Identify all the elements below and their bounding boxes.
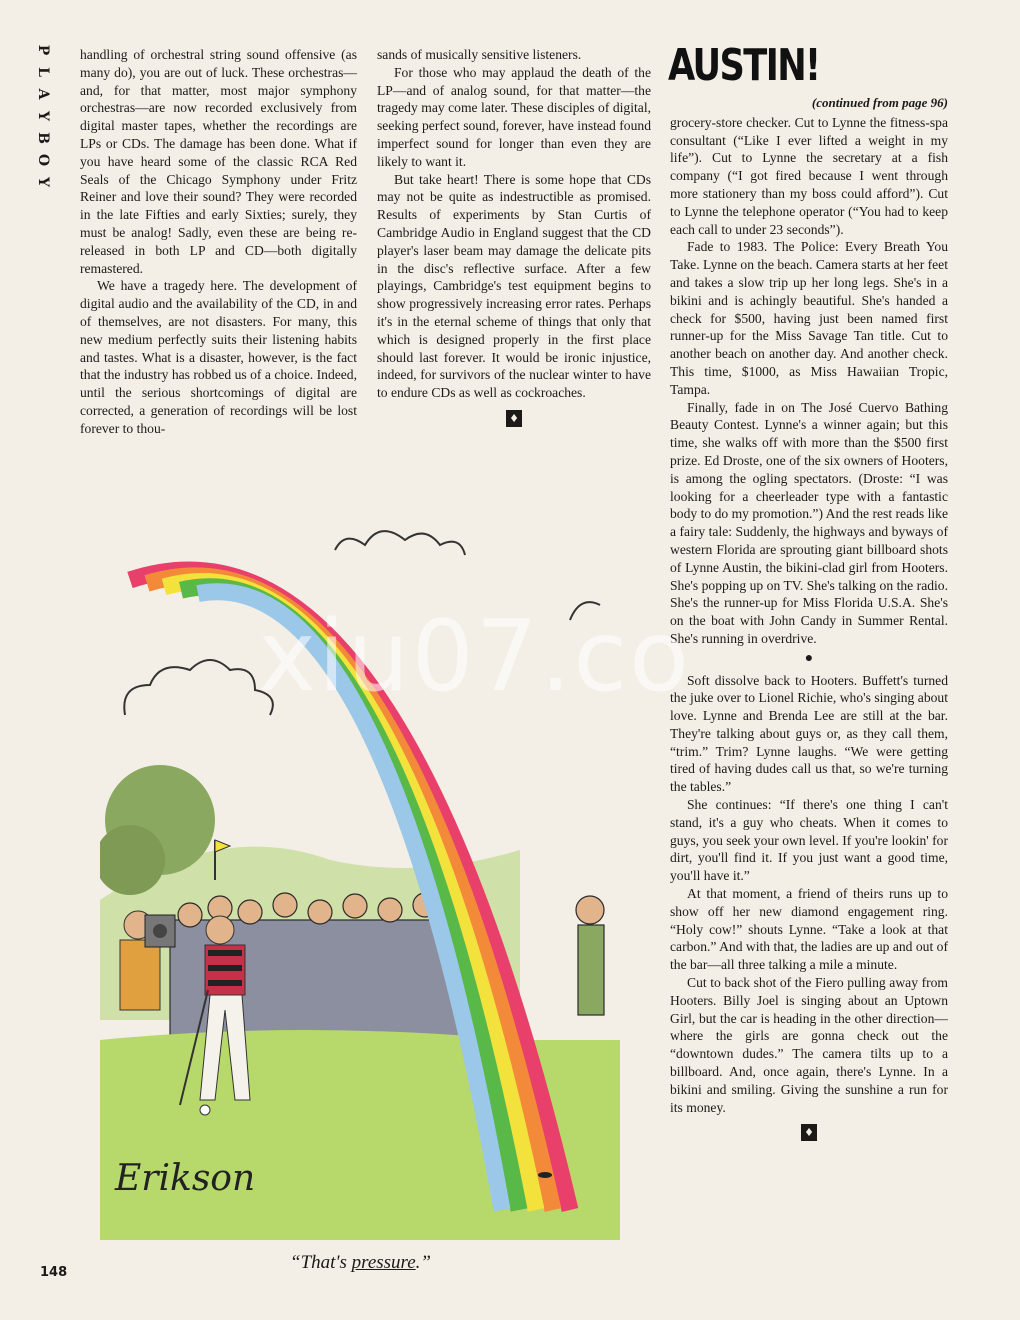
continued-note: (continued from page 96) [811, 95, 948, 110]
golf-ball-icon [200, 1105, 210, 1115]
masthead-letter: P [35, 44, 51, 58]
page-number: 148 [40, 1265, 68, 1280]
cartoon-caption [290, 1252, 431, 1274]
end-mark-icon: ♦ [506, 410, 522, 427]
col3-paragraph: Cut to back shot of the Fiero pulling away from Hooters. Billy Joel is singing about an Uptown Girl, but the car is heading in the other direction—where the girls are gonna check out the “downtown dudes.” The camera tilts up to a billboard. And, once again, there's Lynne. In a bikini and smiling. Giving the sunshine a run for its money. [670, 975, 948, 1115]
col3-paragraph: grocery-store checker. Cut to Lynne the fitness-spa consultant (“Like I ever lifted a weight in my life”). Cut to Lynne the secretary at a fish company (“I got fired because I went through more stationery than my boss could afford”). Cut to Lynne the telephone operator (“You had to keep each call to under 23 seconds”). [670, 114, 948, 237]
watermark: xiu07.co [258, 600, 692, 714]
col2-paragraph: For those who may applaud the death of the LP—and of analog sound, for that matter—the tragedy may come later. These disciples of digital, seeking perfect sound, forever, have instead found imperfect sound for longer than even they are likely to want it. [377, 64, 651, 169]
col3-paragraph: Fade to 1983. The Police: Every Breath You Take. Lynne on the beach. Camera starts at her feet and takes a slow trip up her long legs. She's in a bikini and is achingly beautiful. She's handed a check for $500, having just been named first runner-up for the Miss Savage Tan title. Cut to another beach on another day. And another check. This time, $1000, as Miss Hawaiian Tropic, Tampa. [670, 239, 948, 397]
hole [538, 1172, 552, 1178]
col3-paragraph: Finally, fade in on The José Cuervo Bathing Beauty Contest. Lynne's a winner again; but this time, she walks off with more than the $500 first prize. Ed Droste, one of the six owners of Hooters, is among the ogling spectators. (Droste: “I was looking for a cheerleader type with a fantastic body to do my promotion.”) And the rest reads like a fairy tale: Suddenly, the highways and byways of western Florida are sprouting giant billboard shots of Lynne Austin, the bikini-clad girl from Hooters. She's popping up on TV. She's talking on the radio. She's the runner-up for Miss Florida U.S.A. She's on the boat with John Candy in Summer Rental. She's running in overdrive. [670, 399, 948, 646]
masthead-vertical [28, 40, 58, 194]
masthead-letter: B [35, 132, 51, 146]
section-bullet: ● [804, 650, 814, 666]
end-mark-icon: ♦ [801, 1124, 817, 1141]
column-3 [670, 94, 948, 1141]
col1-paragraph: handling of orchestral string sound offensive (as many do), you are out of luck. These orchestras—and, for that matter, most major symphony orchestras—are now recorded exclusively from digital master tapes, whether the recordings are LPs or CDs. The damage has been done. What if you have heard some of the classic RCA Red Seals of the Chicago Symphony under Fritz Reiner and love their sound? They were recorded in the late Fifties and early Sixties; surely, they must be analog! Sadly, even these are being re-released in both LP and CD—both digitally remastered. [80, 47, 357, 276]
cartoon-illustration [100, 520, 620, 1240]
col3-paragraph: At that moment, a friend of theirs runs up to show off her new diamond engagement ring. “Holy cow!” shouts Lynne. “Take a look at that carbon.” And with that, the ladies are up and out of the bar—all three talking a mile a minute. [670, 886, 948, 973]
col2-paragraph: But take heart! There is some hope that CDs may not be quite as indestructible as promised. Results of experiments by Stan Curtis of Cambridge Audio in England suggest that the CD player's laser beam may damage the delicate pits in the disc's reflective surface. After a few playings, Cambridge's test equipment begins to show progressively increasing error rates. Perhaps it's in the eternal scheme of things that only that which is designed properly in the first place should last forever. It would be ironic injustice, indeed, for survivors of the nuclear winter to have to endure CDs as well as cockroaches. [377, 171, 651, 401]
caption-emphasis: pressure [351, 1252, 416, 1273]
column-1 [80, 46, 357, 438]
masthead-letter: O [35, 153, 51, 169]
artist-signature: Erikson [115, 1158, 256, 1199]
col1-paragraph: We have a tragedy here. The development of digital audio and the availability of the CD, in and of themselves, are not disasters. For many, this new medium perfectly suits their listening habits and tastes. What is a disaster, however, is the fact that the industry has robbed us of a choice. Indeed, until the serious shortcomings of digital are corrected, a generation of recordings will be lost forever to thou- [80, 278, 357, 436]
masthead-letter: Y [35, 111, 51, 123]
column-2 [377, 46, 651, 427]
caption-text: “That's [290, 1252, 352, 1273]
caption-text-end: .” [415, 1252, 431, 1273]
col2-paragraph: sands of musically sensitive listeners. [377, 47, 582, 62]
masthead-letter: A [35, 88, 51, 102]
col3-paragraph: Soft dissolve back to Hooters. Buffett's turned the juke over to Lionel Richie, who's singing about love. Lynne and Brenda Lee are still at the bar. They're talking about guys or, as they call them, “trim.” Trim? Lynne laughs. “We were getting tired of having dudes call us that, so we're turning the tables.” [670, 672, 948, 795]
masthead-letter: L [35, 67, 51, 79]
masthead-letter: Y [35, 177, 51, 189]
article-heading: AUSTIN! [668, 40, 820, 91]
col3-paragraph: She continues: “If there's one thing I can't stand, it's a guy who cheats. When it comes to guys, you seek your own level. If you're lookin' for dirt, you'll find it. If you just want a good time, you'll have it.” [670, 797, 948, 884]
